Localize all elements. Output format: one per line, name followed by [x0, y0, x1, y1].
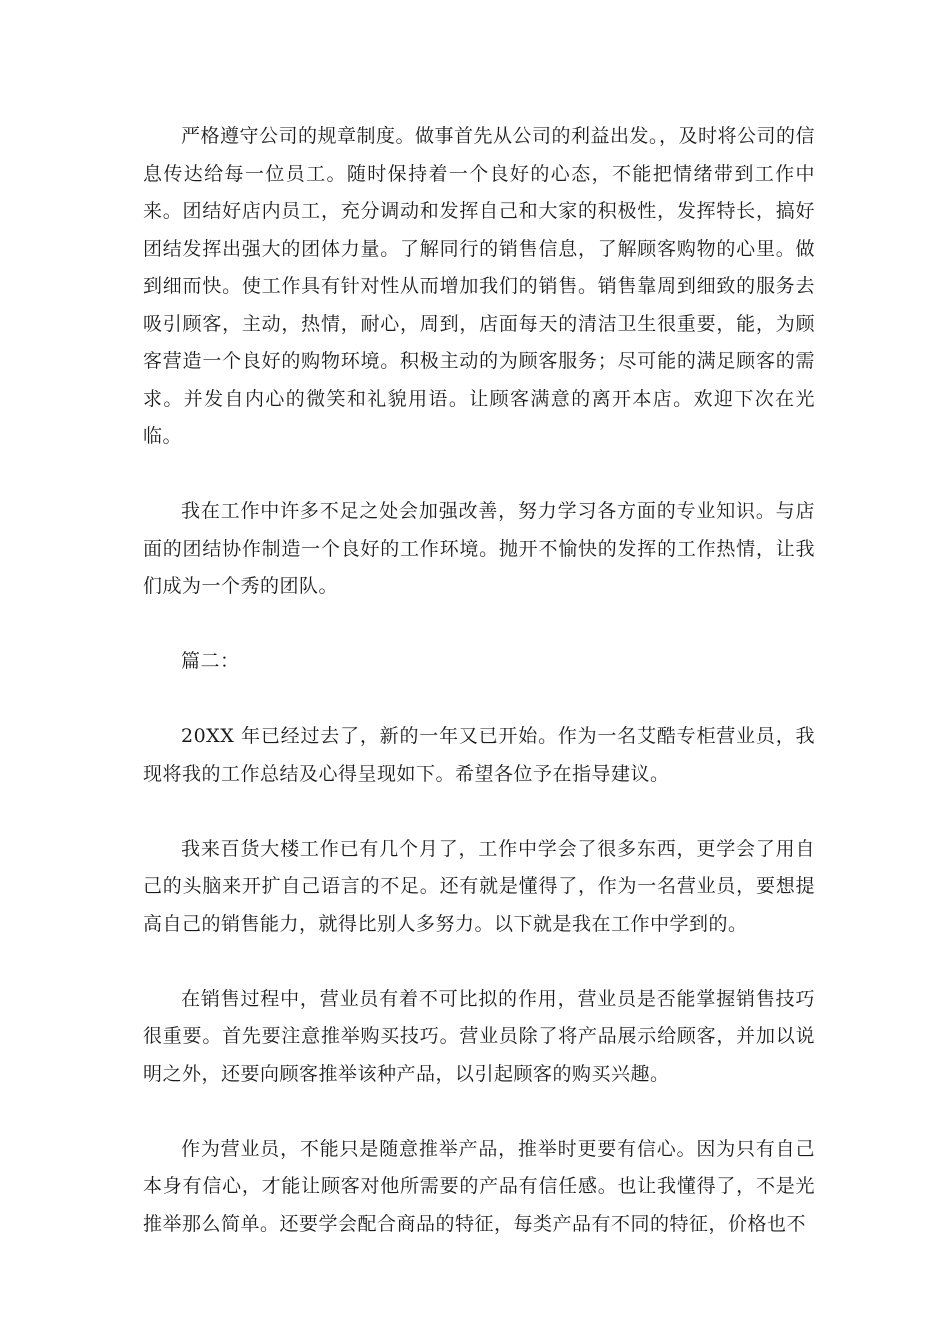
- paragraph-gap: [143, 943, 815, 981]
- section-heading: 篇二：: [181, 650, 240, 672]
- paragraph-sales-skills: 在销售过程中，营业员有着不可比拟的作用，营业员是否能掌握销售技巧很重要。首先要注意推举购买技巧。营业员除了将产品展示给顾客，并加以说明之外，还要向顾客推举该种产品，以引起顾客的购买兴趣。: [143, 987, 815, 1085]
- paragraph-experience: 我来百货大楼工作已有几个月了，工作中学会了很多东西，更学会了用自己的头脑来开扩自己语言的不足。还有就是懂得了，作为一名营业员，要想提高自己的销售能力，就得比别人多努力。以下就是我在工作中学到的。: [143, 837, 815, 935]
- paragraph-gap: [143, 1093, 815, 1131]
- paragraph-gap: [143, 793, 815, 831]
- paragraph-gap: [143, 456, 815, 494]
- paragraph-gap: [143, 681, 815, 719]
- document-body: [143, 118, 815, 1243]
- paragraph-confidence: 作为营业员，不能只是随意推举产品，推举时更要有信心。因为只有自己本身有信心，才能让顾客对他所需要的产品有信任感。也让我懂得了，不是光推举那么简单。还要学会配合商品的特征，每类产品有不同的特征，价格也不: [143, 1137, 815, 1235]
- paragraph-intro: 20XX 年已经过去了，新的一年又已开始。作为一名艾酷专柜营业员，我现将我的工作总结及心得呈现如下。希望各位予在指导建议。: [143, 725, 815, 785]
- paragraph-gap: [143, 606, 815, 644]
- paragraph-rules: 严格遵守公司的规章制度。做事首先从公司的利益出发。，及时将公司的信息传达给每一位员工。随时保持着一个良好的心态，不能把情绪带到工作中来。团结好店内员工，充分调动和发挥自己和大家的积极性，发挥特长，搞好团结发挥出强大的团体力量。了解同行的销售信息，了解顾客购物的心里。做到细而快。使工作具有针对性从而增加我们的销售。销售靠周到细致的服务去吸引顾客，主动，热情，耐心，周到，店面每天的清洁卫生很重要，能，为顾客营造一个良好的购物环境。积极主动的为顾客服务；尽可能的满足顾客的需求。并发自内心的微笑和礼貌用语。让顾客满意的离开本店。欢迎下次在光临。: [143, 125, 816, 447]
- paragraph-improvement: 我在工作中许多不足之处会加强改善，努力学习各方面的专业知识。与店面的团结协作制造一个良好的工作环境。抛开不愉快的发挥的工作热情，让我们成为一个秀的团队。: [143, 500, 815, 597]
